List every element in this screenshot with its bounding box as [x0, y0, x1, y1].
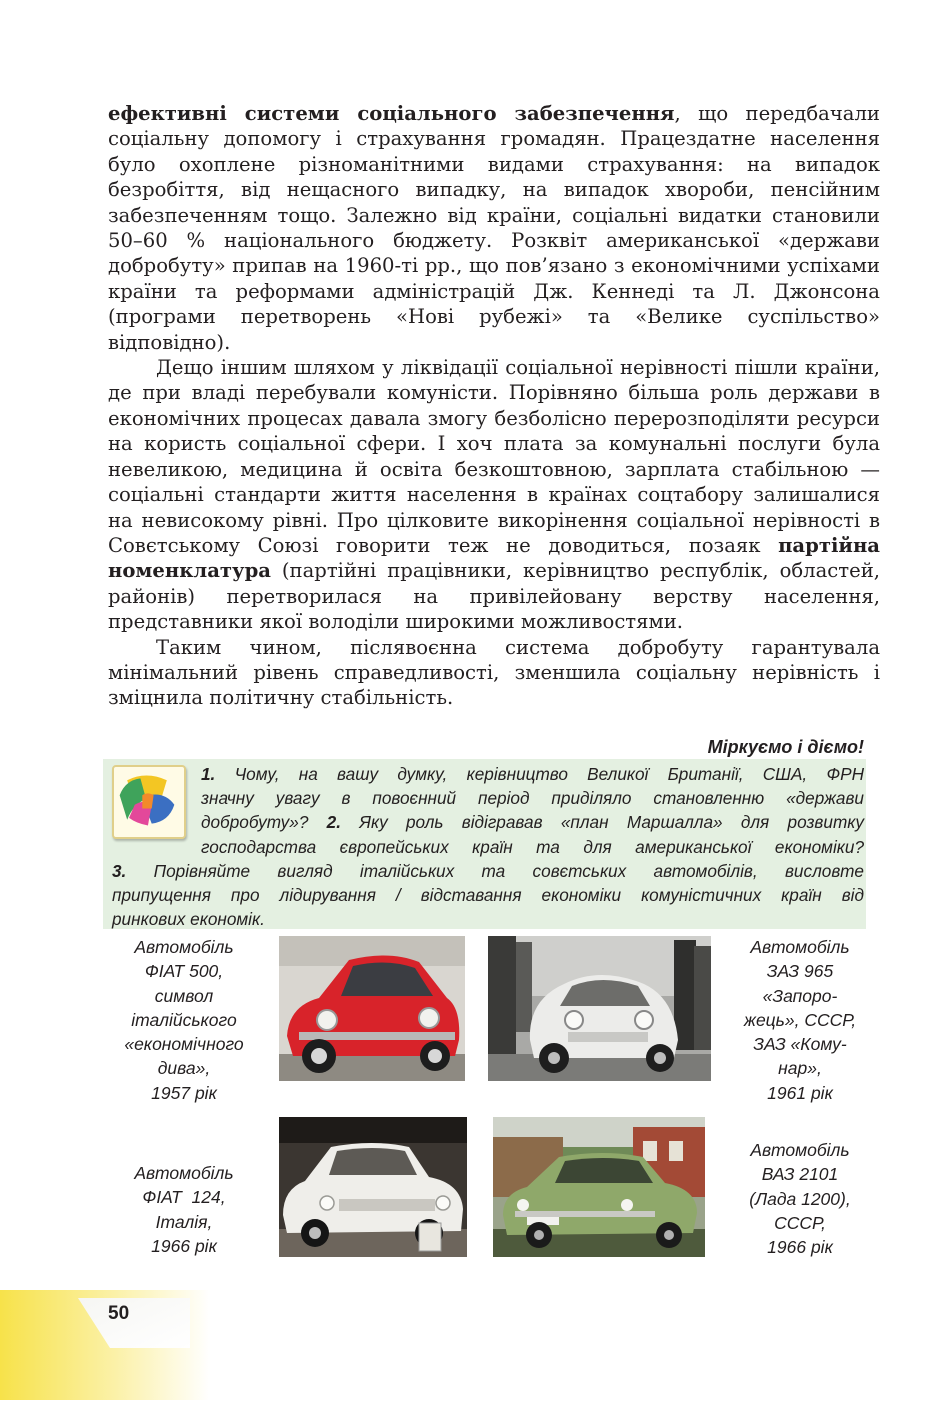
task-line: припущення про лідирування / відставання економіки комуністичних країн від	[112, 885, 864, 906]
paragraph-3: Таким чином, післявоєнна система добробуту гарантувала мінімальний рівень справедливості, зменшила соціальну нерівність і зміцнила політичну стабільність.	[108, 635, 880, 710]
task-line: добробуту»? 2. Яку роль відігравав «план Маршалла» для розвитку	[201, 812, 864, 833]
photo-fiat-124	[279, 1117, 467, 1257]
term-party-nomenklatura: партійна номенклатура	[108, 533, 880, 583]
task-line: значну увагу в повоєнний період приділяло становленню «держави	[201, 788, 864, 809]
caption-vaz-2101: Автомобіль ВАЗ 2101 (Лада 1200), СССР, 1966 рік	[749, 1140, 851, 1258]
page-corner	[0, 1290, 210, 1400]
paragraph-2: Дещо іншим шляхом у ліквідації соціальної нерівності пішли країни, де при владі перебували комуністи. Порівняно більша роль держави в економічних процесах давала змогу безболісно перерозподіляти ресурси на користь соціальної сфери. І хоч плата за комунальні послуги була невеликою, медицина й освіта безкоштовною, зарплата стабільною — соціальні стандарти життя населення в країнах соцтабору залишалися на невисокому рівні. Про цілковите викорінення соціальної нерівності в Совєтському Союзі говорити теж не доводиться, позаяк партійна номенклатура (партійні працівники, керівництво республік, областей, районів) перетворилася на привілейовану верству населення, представники якої володіли широкими можливостями.	[108, 356, 880, 634]
page-number: 50	[108, 1303, 130, 1324]
caption-fiat-124: Автомобіль ФІАТ 124, Італія, 1966 рік	[134, 1163, 234, 1256]
task-line: ринкових економік.	[112, 909, 265, 930]
task-questions	[103, 762, 866, 931]
photo-vaz-2101	[493, 1117, 705, 1257]
body-text	[108, 101, 880, 711]
task-box	[103, 759, 866, 929]
task-heading: Міркуємо і діємо!	[707, 737, 864, 757]
paragraph-1: ефективні системи соціального забезпечення, що передбачали соціальну допомогу і страхування громадян. Працездатне населення було охоплене різноманітними видами страхування: на випадок безробіття, від нещасного випадку, на випадок хвороби, пенсійним забезпеченням тощо. Залежно від країни, соціальні видатки становили 50–60 % національного бюджету. Розквіт американської «держави добробуту» припав на 1960-ті рр., що пов’язано з економічними успіхами країни та реформами адміністрацій Дж. Кеннеді та Л. Джонсона (програми перетворень «Нові рубежі» та «Велике суспільство» відповідно).	[108, 102, 880, 354]
caption-zaz-965: Автомобіль ЗАЗ 965 «Запоро- жець», СССР, ЗАЗ «Кому- нар», 1961 рік	[743, 937, 857, 1103]
task-line: 3. Порівняйте вигляд італійських та совєтських автомобілів, висловте	[112, 860, 864, 881]
caption-fiat-500: Автомобіль ФІАТ 500, символ італійського «економічного дива», 1957 рік	[124, 937, 244, 1103]
photo-zaz-965	[488, 936, 711, 1081]
task-line: господарства європейських країн та для американської економіки?	[201, 836, 864, 857]
task-line: 1. Чому, на вашу думку, керівництво Великої Британії, США, ФРН	[201, 764, 864, 784]
photo-fiat-500	[279, 936, 465, 1081]
term-social-security: ефективні системи соціального забезпечення	[108, 102, 675, 125]
